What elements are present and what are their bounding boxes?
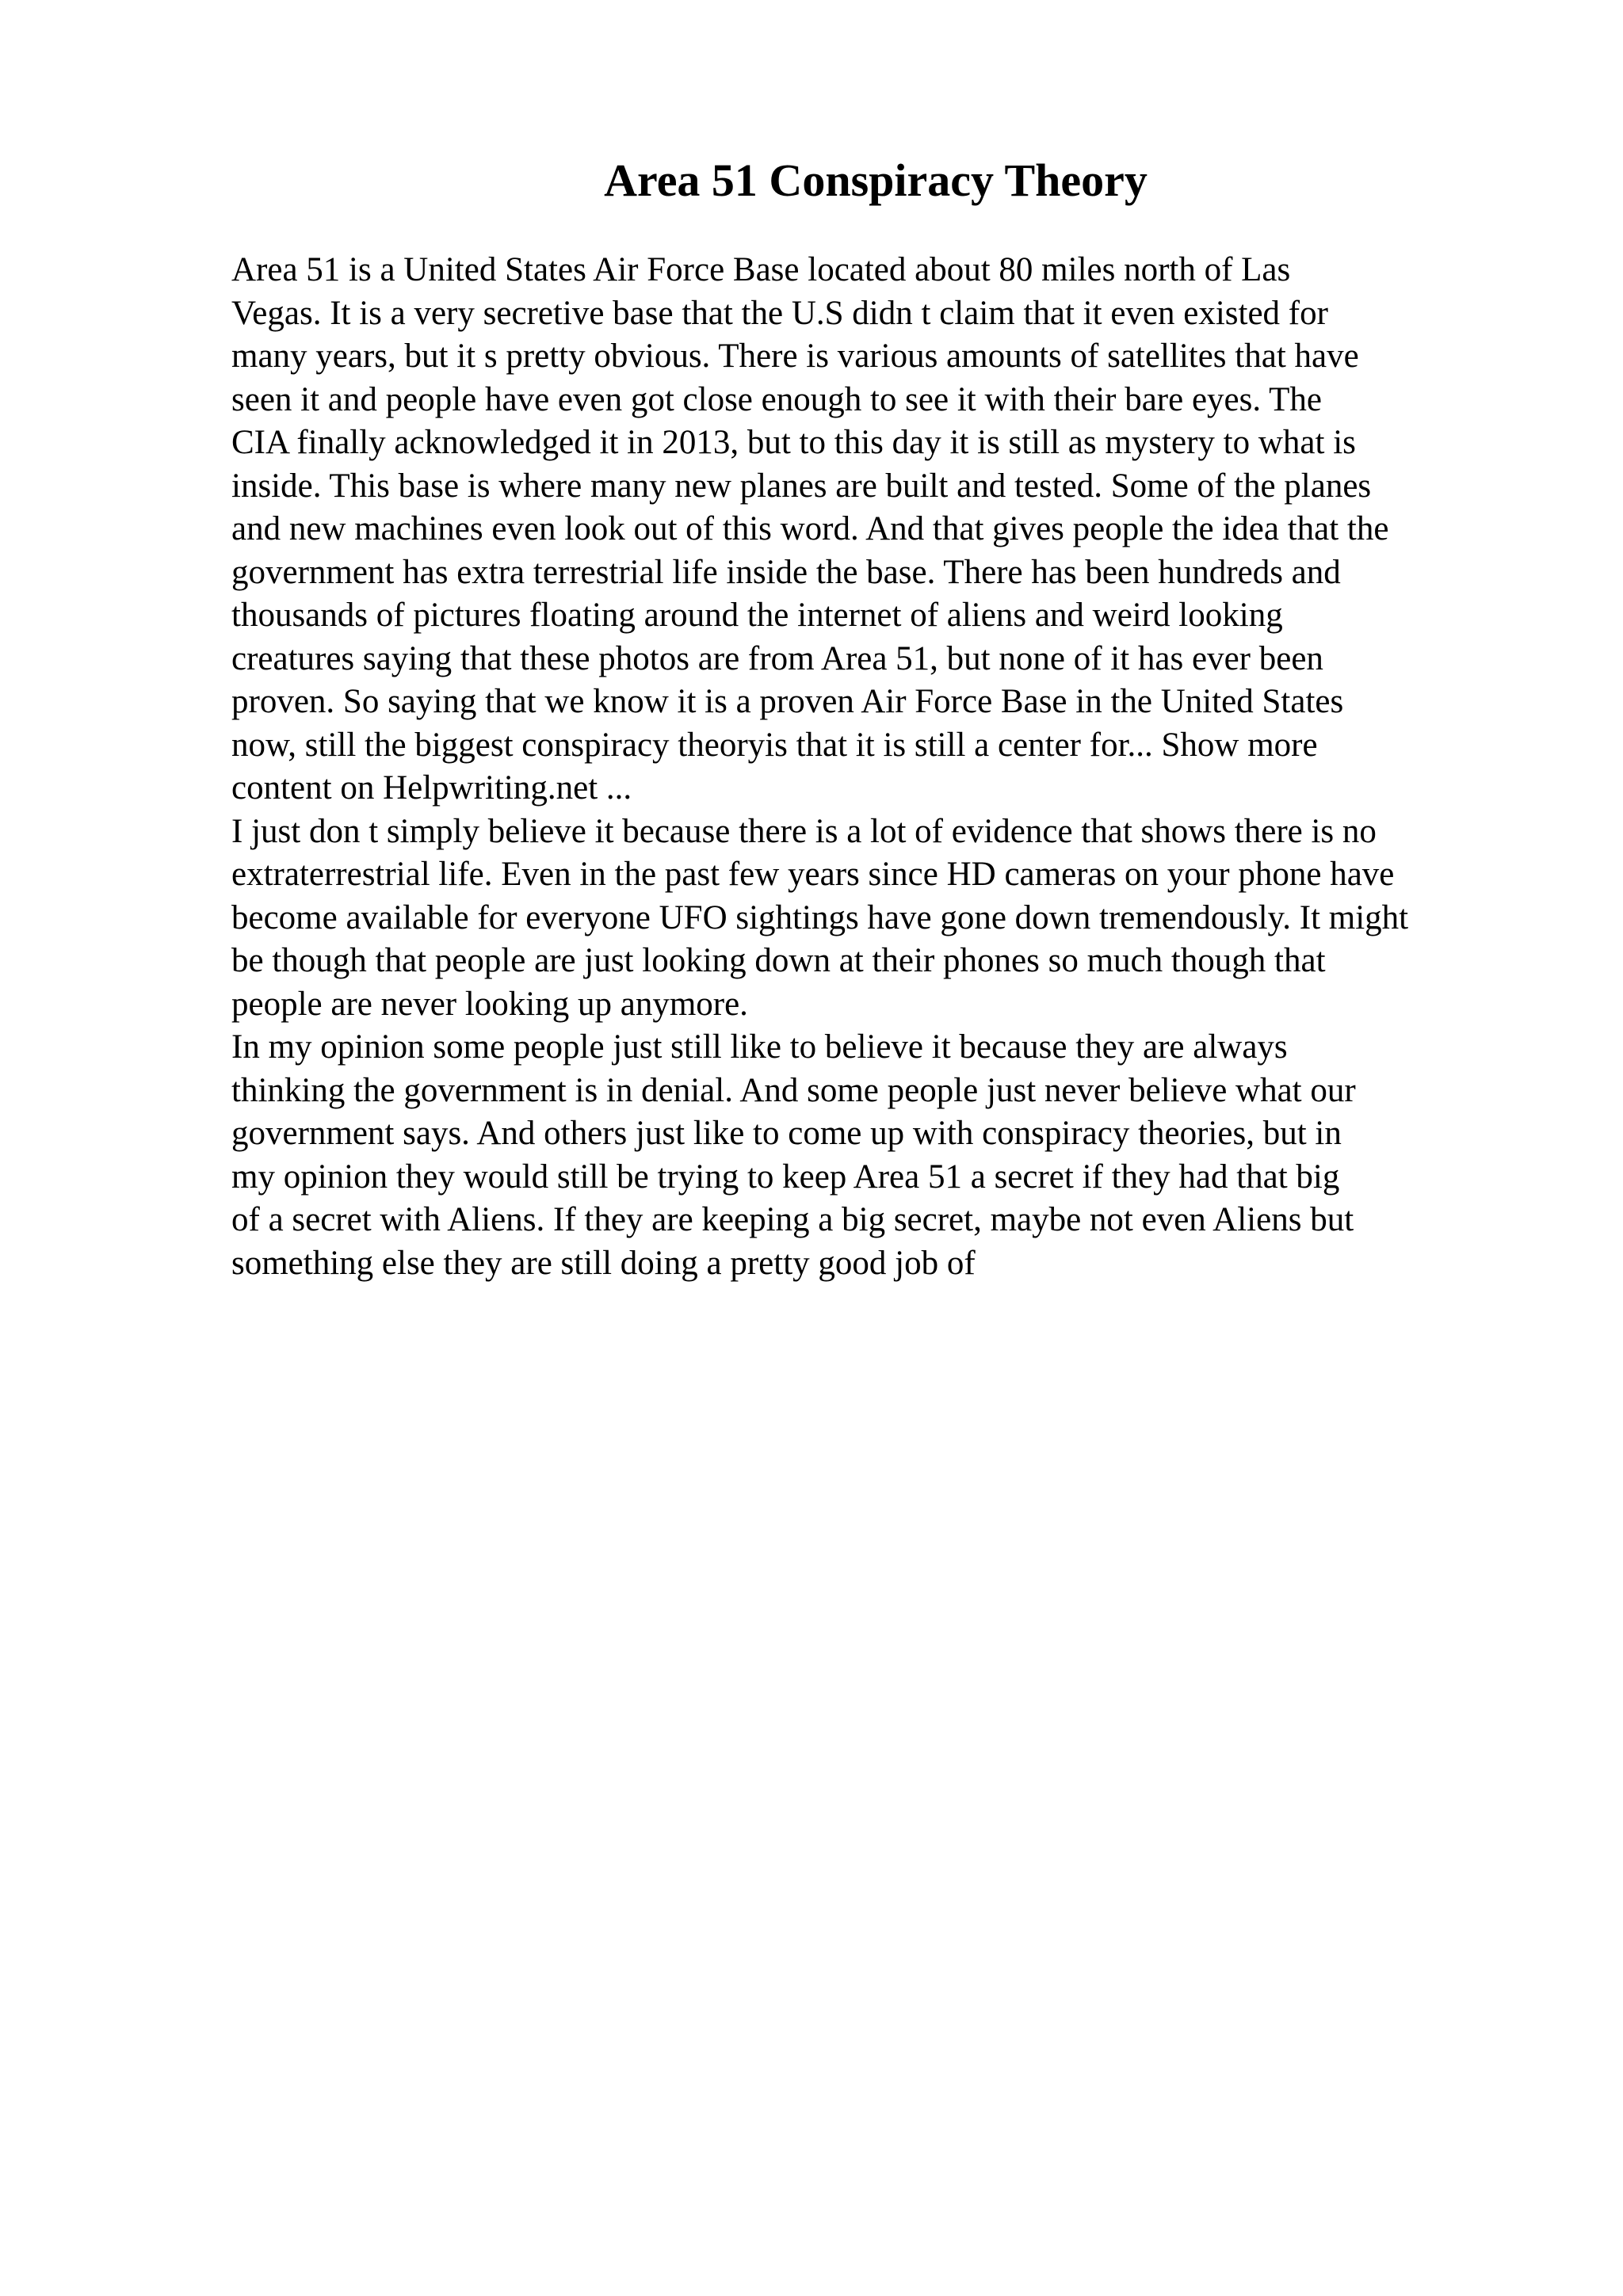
text-line: of a secret with Aliens. If they are keeping a big secret, maybe not even Aliens but	[231, 1201, 1354, 1238]
text-line: people are never looking up anymore.	[231, 985, 748, 1023]
text-line: seen it and people have even got close enough to see it with their bare eyes. The	[231, 380, 1322, 418]
paragraph-1	[231, 249, 1594, 810]
text-line: inside. This base is where many new planes are built and tested. Some of the planes	[231, 467, 1372, 505]
text-line: In my opinion some people just still like to believe it because they are always	[231, 1028, 1288, 1066]
text-line: many years, but it s pretty obvious. There is various amounts of satellites that have	[231, 338, 1359, 375]
text-line: be though that people are just looking down at their phones so much though that	[231, 942, 1326, 979]
text-line: content on Helpwriting.net ...	[231, 769, 632, 807]
text-line: and new machines even look out of this word. And that gives people the idea that the	[231, 510, 1389, 547]
paragraph-2	[231, 810, 1594, 1027]
text-line: thousands of pictures floating around the internet of aliens and weird looking	[231, 597, 1283, 634]
paragraph-3	[231, 1026, 1594, 1285]
text-line: I just don t simply believe it because there is a lot of evidence that shows there is no	[231, 812, 1377, 850]
text-line: CIA finally acknowledged it in 2013, but to this day it is still as mystery to what is	[231, 424, 1356, 461]
document-body	[231, 249, 1594, 1285]
text-line: now, still the biggest conspiracy theoryis that it is still a center for... Show more	[231, 726, 1318, 764]
text-line: thinking the government is in denial. And some people just never believe what our	[231, 1071, 1356, 1109]
text-line: extraterrestrial life. Even in the past few years since HD cameras on your phone have	[231, 856, 1395, 893]
text-line: Area 51 is a United States Air Force Base located about 80 miles north of Las	[231, 251, 1291, 288]
text-line: government says. And others just like to come up with conspiracy theories, but in	[231, 1115, 1342, 1152]
text-line: government has extra terrestrial life inside the base. There has been hundreds and	[231, 553, 1341, 591]
text-line: something else they are still doing a pretty good job of	[231, 1244, 976, 1282]
document-title: Area 51 Conspiracy Theory	[604, 154, 1148, 206]
text-line: creatures saying that these photos are from Area 51, but none of it has ever been	[231, 639, 1323, 677]
text-line: proven. So saying that we know it is a proven Air Force Base in the United States	[231, 683, 1344, 720]
text-line: Vegas. It is a very secretive base that the U.S didn t claim that it even existed for	[231, 294, 1328, 332]
text-line: become available for everyone UFO sightings have gone down tremendously. It might	[231, 898, 1409, 936]
text-line: my opinion they would still be trying to keep Area 51 a secret if they had that big	[231, 1158, 1340, 1196]
